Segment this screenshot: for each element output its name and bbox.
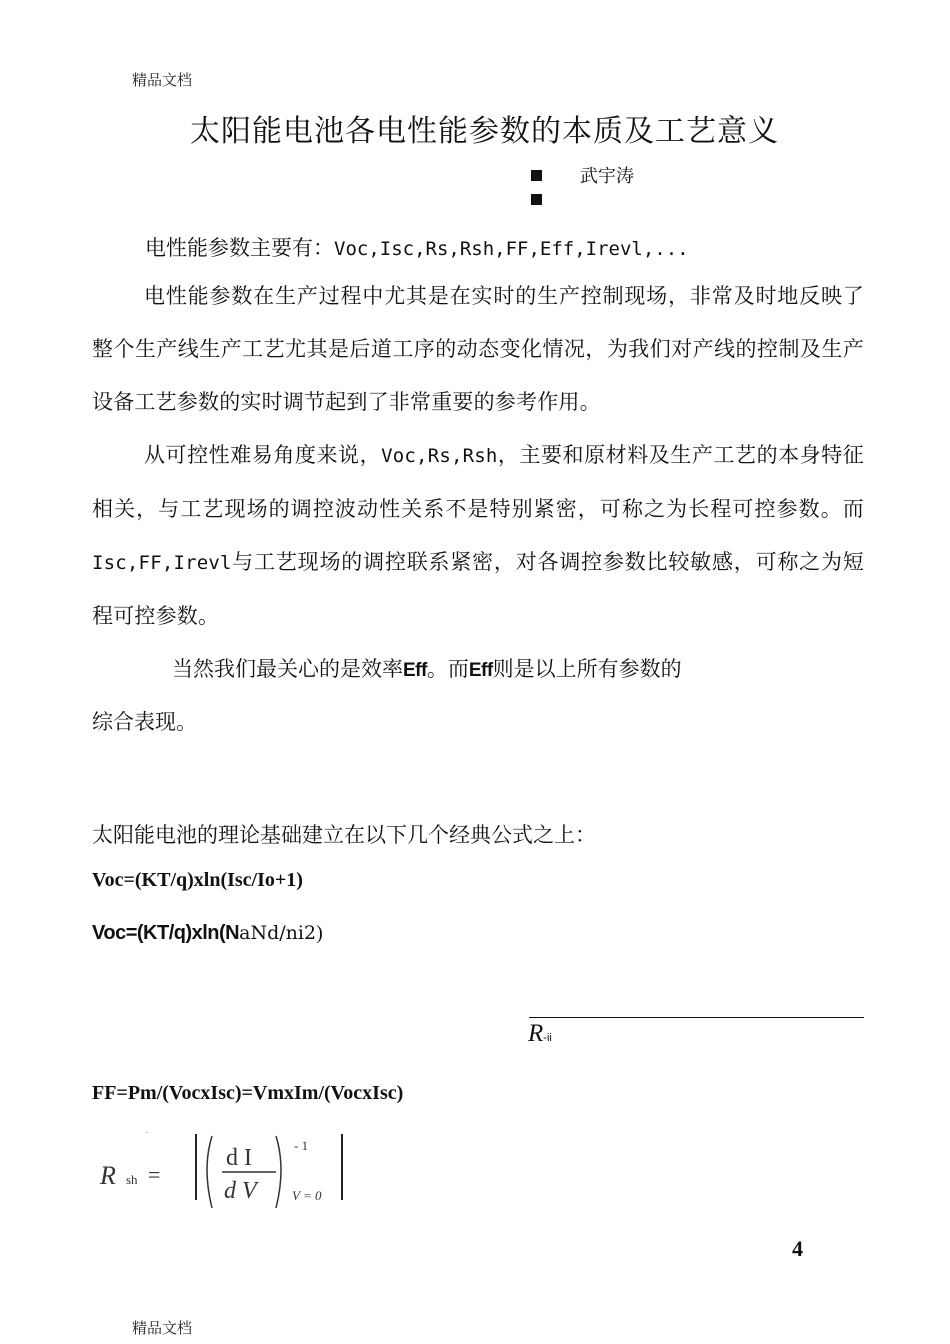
para3-text-a: 当然我们最关心的是效率 — [172, 657, 403, 681]
author-name: 武宇涛 — [580, 166, 634, 187]
bullet-icon — [531, 170, 542, 181]
rs-main: R — [528, 1020, 544, 1047]
formula2-bold-part: Voc=(KT/q)xln(N — [92, 922, 240, 944]
rs-sub: -ii — [543, 1032, 552, 1044]
svg-text:.: . — [146, 1128, 148, 1135]
para3-eff: Eff — [403, 660, 427, 681]
para3-eff: Eff — [468, 660, 493, 681]
para2-text-c: ，主要和原材料及生产工艺的本身特征相关，与工艺现场的调控波动性关系不是特别紧密，可称之为长程可控参数。而 — [92, 443, 865, 521]
header-watermark: 精品文档 — [132, 71, 193, 89]
paragraph-3-line1 — [172, 653, 682, 683]
formula-voc-isc: Voc=(KT/q)xln(Isc/Io+1) — [92, 869, 303, 891]
theory-intro: 太阳能电池的理论基础建立在以下几个经典公式之上： — [92, 823, 596, 847]
rsh-dV: d V — [224, 1178, 257, 1204]
params-intro-prefix: 电性能参数主要有： — [145, 236, 334, 260]
formula-ff: FF=Pm/(VocxIsc)=VmxIm/(VocxIsc) — [92, 1082, 404, 1104]
formula2-close: ) — [316, 922, 323, 944]
rsh-sub: sh — [126, 1172, 138, 1187]
formula2-rest: aNd/ni2 — [239, 922, 317, 944]
bullet-icon — [531, 194, 542, 205]
rsh-cond: V = 0 — [292, 1188, 322, 1203]
rsh-formula-graphic — [96, 1128, 356, 1218]
para2-params-short: Isc,FF,Irevl — [92, 552, 232, 574]
page-number: 4 — [792, 1236, 803, 1261]
paragraph-2 — [92, 429, 864, 643]
paragraph-3-line2: 综合表现。 — [92, 710, 197, 734]
rsh-eq: = — [148, 1162, 161, 1187]
params-list: Voc,Isc,Rs,Rsh,FF,Eff,Irevl,... — [334, 238, 689, 260]
params-intro — [145, 232, 689, 262]
divider-rule — [529, 1017, 864, 1018]
para3-text-b: 。而 — [426, 657, 469, 681]
para2-text-a: 从可控性难易角度来说， — [144, 443, 382, 467]
rs-label — [528, 1020, 552, 1048]
para2-text-e: 与工艺现场的调控联系紧密，对各调控参数比较敏感，可称之为短程可控参数。 — [92, 550, 864, 628]
para2-params-long: Voc,Rs,Rsh — [381, 445, 498, 467]
rsh-dI: d I — [226, 1145, 252, 1171]
footer-watermark: 精品文档 — [132, 1319, 193, 1337]
formula-voc-doping — [92, 922, 323, 945]
document-title: 太阳能电池各电性能参数的本质及工艺意义 — [190, 114, 779, 149]
rsh-exp: - 1 — [294, 1138, 309, 1153]
paragraph-1: 电性能参数在生产过程中尤其是在实时的生产控制现场，非常及时地反映了整个生产线生产工艺尤其是后道工序的动态变化情况，为我们对产线的控制及生产设备工艺参数的实时调节起到了非常重要的参考作用。 — [92, 284, 864, 414]
rsh-R: R — [100, 1161, 116, 1190]
para3-text-c: 则是以上所有参数的 — [492, 657, 682, 681]
